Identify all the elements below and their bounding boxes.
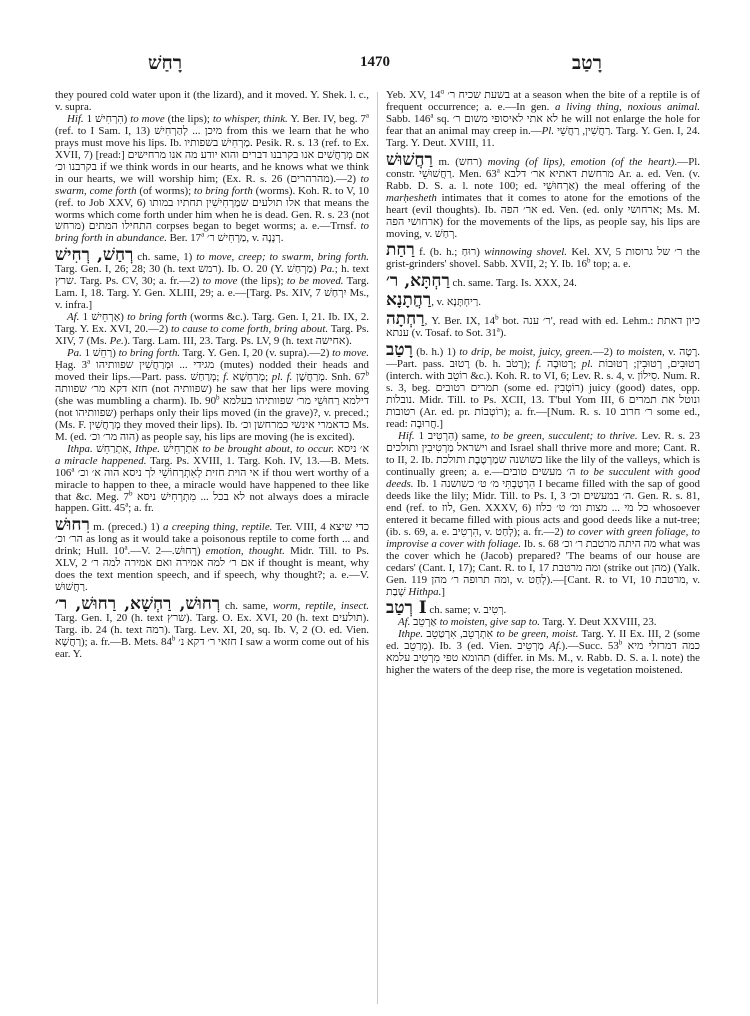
entry-text: top; a. e. xyxy=(590,258,631,271)
entry-text: ch. same. Targ. Is. XXX, 24. xyxy=(449,277,577,290)
page-header xyxy=(0,52,750,78)
italic-text: to moisten, give sap to. xyxy=(439,616,541,629)
entry-text: (of worms); xyxy=(139,184,194,197)
dictionary-entry xyxy=(386,272,700,290)
headword: רַחַת xyxy=(386,240,415,261)
italic-text: Hif. xyxy=(398,430,419,443)
italic-text: Pl. xyxy=(541,124,558,137)
entry-text: לא בכל ... מִתְרְחִישׁ ניסא not always does a miracle happen. Gitt. 45 xyxy=(55,490,369,515)
entry-text: ch. same, xyxy=(220,600,273,613)
entry-text: מרחשת דאתיא אר׳ דלבא Ar. a. ed. Ven. (v. Rabb. D. S. a. l. note 100; ed. אַרְחוּשֵׁי) the meal offering of the xyxy=(386,167,700,192)
entry-subsection xyxy=(386,431,700,598)
italic-text: to move, creep; to swarm, bring forth. xyxy=(196,251,369,264)
superscript: b xyxy=(128,488,133,497)
superscript: b xyxy=(216,393,220,402)
italic-text: Ithpe. xyxy=(134,442,164,455)
entry-text: מְרַחֲשָׁן. Snh. 67 xyxy=(296,370,366,383)
entry-text: ; a. fr. xyxy=(128,502,154,515)
superscript: b xyxy=(495,313,499,322)
dictionary-entry xyxy=(55,595,369,661)
entry-text: , v. רַיחְתָּנָא. xyxy=(431,296,481,309)
entry-text: Ib. 1 הִרְטַבְתִּי מ׳ ט׳ כשושנה I became filled with the sap of good deeds like the lily; Midr. Till. to Ps. I, 3 ה׳ במעשים וכ׳. Gen. R. s. 81, end (ref. to לוז, Gen. XXXV, 6) כל מי ... מצות ומ׳ ט׳ כלוז whosoever entered it became filled with pious acts and good deeds like a nut-tree; (ib. s. 69, a. e. הִרְטִיב, v. לְחַט); a. fr.—2) xyxy=(386,477,700,538)
dictionary-entry xyxy=(386,291,700,309)
entry-text: Targ. Y. Gen. I, 20 (v. supra).—2) xyxy=(180,347,333,360)
entry-text: מגידי ... וּמְרַחֲשִׁין שפוותיהו (mutes) nodded their heads and moved their lips.—Part. pass. מְרַחַשׁ; xyxy=(55,359,369,383)
dictionary-entry xyxy=(386,310,700,340)
headword: רְטַב I xyxy=(386,598,427,619)
italic-text: worm, reptile, insect. xyxy=(272,600,369,613)
entry-text: אי הוית חזית לְאִתְרְחוֹשֵׁי לך ניסא הוה א׳ וכ׳ if thou wert worthy of a miracle to happen to thee, a miracle would have happened to thee like that &c. Meg. 7 xyxy=(55,466,369,503)
entry-text: Targ. Lam. I, 18. Targ. Y. Gen. XLIII, 29; a. e.—[Targ. Ps. XIV, 7 יִרְחַשׁ Ms., v. infra.] xyxy=(55,275,369,312)
headword: רְחַשׁ, רְחִישׁ xyxy=(55,245,134,266)
entry-text: כמה דמרזלי מיא תהומא טפי מִרְטִיב עלמא (differ. in Ms. M., v. Rabb. D. S. a. l. note) the higher the waters of the deep rise, the more is vegetation moistened. xyxy=(386,640,700,677)
italic-text: f. xyxy=(535,358,547,371)
entry-text: Targ. Y. Deut XXVIII, 23. xyxy=(540,616,657,629)
entry-subsection xyxy=(55,444,369,516)
italic-text: Pe. xyxy=(109,335,124,348)
superscript: b xyxy=(365,369,369,378)
entry-text: f. (b. h.; רוּחַ) xyxy=(414,246,485,259)
entry-text: , Y. Ber. IX, 14 xyxy=(424,315,496,328)
entry-text: intimates that it comes to atone for the emotions of the heart (evil thoughts). Ib. אר׳ הפה ed. Ven. (ed. only ארחושי; Ms. M. ארחושי הפה) for the movements of the lips, as people say, his lips are moving, v. רְחַשׁ. xyxy=(386,191,700,240)
italic-text: Af. xyxy=(398,616,414,629)
italic-text: Pa. xyxy=(67,347,85,360)
header-left-word: רָחַשׁ xyxy=(148,52,183,74)
entry-text: ch. same, 1) xyxy=(133,251,197,264)
entry-text: Targ. Gen. I, 20 (h. text שרץ). Targ. O. Ex. XVI, 20 (h. text תולעים). Targ. ib. 24 (h. text רמה). Targ. Lev. XI, 20, sq. Ib. V, 2 (O. ed. Vien. רַחֲשָׁא); a. fr.—B. Mets. 84 xyxy=(55,612,369,649)
italic-text: pl. f. xyxy=(271,370,297,383)
italic-text: to bring forth in abundance. xyxy=(55,220,369,245)
italic-text: Af. xyxy=(549,640,562,653)
italic-text: to move xyxy=(202,275,241,288)
entry-text: bot. ר׳ ענה', read with ed. Lehm.: כיון דאתת ענתא (v. Tosaf. to Sot. 31 xyxy=(386,315,700,340)
entry-text: ch. same; v. רְטִיב. xyxy=(426,604,507,617)
italic-text: to swarm, come forth xyxy=(55,172,369,197)
entry-text: חזאי ר׳ דקא נ׳ I saw a worm come out of his ear. Y. xyxy=(55,636,369,661)
entry-text: Y. Ber. IV, beg. 7 xyxy=(287,112,366,125)
superscript: a xyxy=(430,111,434,120)
italic-text: a living thing, noxious animal. xyxy=(555,100,700,113)
headword: רִחוּשׁ xyxy=(55,515,90,536)
superscript: a xyxy=(124,543,128,552)
entry-text: אִתְרְחֵישׁ xyxy=(163,442,203,455)
entry-subsection xyxy=(386,629,700,677)
italic-text: marḥesheth xyxy=(386,191,437,204)
header-right-word: רָטַב xyxy=(572,52,602,74)
entry-text: ; h. text שרץ. Targ. Ps. CV, 30; a. fr.—2) xyxy=(55,263,369,288)
entry-text: Ib. s. 68 מה היתה מרטבת ר׳ וכ׳ what was the cover which he (Jacob) prepared? 'The beams of our house are cedars' (Cant. I, 17); Cant. R. to I, 17 ומה מרטבת (strike out מהן) (Yalk. Gen. 119 ומה תרופה ר׳ מהן, v. לְחַט).—[Cant. R. to VI, 10 מרטבת, v. שְׁבַת xyxy=(386,537,700,598)
entry-text: Ber. 17 xyxy=(166,232,202,245)
dictionary-entry xyxy=(386,599,700,617)
entry-text: (b. h.) 1) xyxy=(412,346,460,359)
entry-text: Targ. Y. II Ex. III, 2 (some ed. מְרַטֵב). Ib. 3 (ed. Vien. מַרְטֵיב xyxy=(386,628,700,653)
entry-subsection xyxy=(55,348,369,444)
superscript: a xyxy=(201,230,205,239)
superscript: a xyxy=(496,325,500,334)
continued-text xyxy=(386,90,700,150)
italic-text: to whisper, think. xyxy=(212,112,288,125)
entry-text: Ḥag. 3 xyxy=(55,359,88,372)
entry-text: (the lips); xyxy=(167,112,213,125)
italic-text: to drip, be moist, juicy, green. xyxy=(459,346,593,359)
superscript: d xyxy=(440,90,444,96)
entry-text: ). Targ. Lam. III, 23. Targ. Ps. LV, 9 (h. text אחישה). xyxy=(123,335,352,348)
italic-text: Pa. xyxy=(319,263,335,276)
entry-text: ] xyxy=(441,585,445,598)
entry-text: רְטוּבִים, רְטוּבִין; רְטוּבוֹת (interch. with רוֹטֵב &c.). Koh. R. to VI, 6; Lev. R. s. 4, v. סִילוֹן. Num. R. s. 3, beg. תמרים רטובים (some ed. רוֹטְבִין) juicy (good) dates, opp. נובלות. Midr. Till. to Ps. XCII, 13. T'bul Yom III, 6 ונוטל את תמרים רטובות (Ar. ed. pr. רוֹטְבוֹת); a. fr.—[Num. R. s. 10 ר׳ חרוב some ed., read: חֲרוּבָה.] xyxy=(386,358,700,431)
entry-text: (the lips); xyxy=(240,275,287,288)
entry-text: Yeb. XV, 14 xyxy=(386,90,441,101)
entry-subsection xyxy=(55,111,369,245)
entry-text: Sabb. 146 xyxy=(386,112,431,125)
entry-text: v. רָטָה.—Part. pass. רָטוּב (b. h. רָטֹב); xyxy=(386,346,700,371)
entry-text: א׳ ניסא xyxy=(334,442,369,455)
entry-text: (ref. to I Sam. I, 13) מיכן ... לְהַרְחִישׁ from this we learn that he who prays must move his lips. Ib. מַרְחִישׁ בשפותיו. Pesik. R. s. 13 (ref. to Ex. XVII, 7) [read:] אם מְרַחֲשִׁים אנו בקרבנו דברים והוא יודע מה אנו מרחישים בקרבנו וכ׳ if we think words in our hearts, and he knows what we think in our hearts, we will worship him; (Ex. R. s. 26 (מהרהרים).—2) xyxy=(55,124,369,185)
italic-text: a miracle happened. xyxy=(55,454,147,467)
italic-text: moving (of lips), emotion (of the heart). xyxy=(487,155,678,168)
entry-text: רַחֲשִׁין, רַחֲשֵׁי. Targ. Y. Gen. I, 24. Targ. Y. Deut. XVIII, 11. xyxy=(386,124,700,149)
italic-text: Hif. xyxy=(67,112,87,125)
entry-text: הִרְטִיב 1) same, xyxy=(418,430,491,443)
superscript: a xyxy=(71,464,75,473)
italic-text: to bring forth xyxy=(127,311,191,324)
italic-text: Ithpe. xyxy=(398,628,427,641)
entry-subsection xyxy=(55,312,369,348)
superscript: b xyxy=(587,256,591,265)
entry-text: m. (preced.) 1) xyxy=(89,521,163,534)
entry-text: sq. לא אתי לאיסופי משום ר׳ he will not enlarge the hole for fear that an animal may creep in.— xyxy=(386,112,700,137)
entry-text: Ter. VIII, 4 כדי שיצא הר׳ וכ׳ as long as it would take a poisonous reptile to come forth ... and drink; Hull. 10 xyxy=(55,521,369,558)
entry-text: —2) xyxy=(592,346,617,359)
entry-text: Targ. Gen. I, 26; 28; 30 (h. text רמש). Ib. O. 20 (Y. מַרְחַשׁ) xyxy=(55,263,320,276)
entry-text: ). xyxy=(499,327,507,340)
superscript: a xyxy=(496,166,500,175)
italic-text: to cause to come forth, bring about. xyxy=(171,323,329,336)
entry-text: מַרְחִישׁ ר׳, v. רְנָנָה. xyxy=(204,232,284,245)
dictionary-entry xyxy=(55,246,369,312)
entry-text: אִתְרְטֵב, אִרְטַטֵב xyxy=(426,628,497,641)
continued-text xyxy=(55,90,369,114)
entry-text: Lev. R. s. 23 וישראל מַרְטִיבִין ותולכים and Israel shall thrive more and more; Cant. R. to II, 2. Ib. כשושנה שמַרְטֶבֶת ותולכת like the lily of the valleys, which is continually green; a. e.—ה׳ מעשים טובים xyxy=(386,430,700,478)
italic-text: to be succulent with good deeds. xyxy=(386,465,700,490)
superscript: a xyxy=(87,357,91,366)
superscript: a xyxy=(125,500,129,509)
entry-text: —Pl. constr. רַחֲשׁוּשֵׁי. Men. 63 xyxy=(386,155,700,180)
italic-text: to be green, moist. xyxy=(496,628,579,641)
entry-text: .—V. רְחוּשׁ.—2) xyxy=(127,545,206,558)
headword: רָטַב xyxy=(386,340,413,361)
dictionary-entry xyxy=(386,151,700,241)
italic-text: pl. xyxy=(581,358,599,371)
italic-text: to be green, succulent; to thrive. xyxy=(490,430,638,443)
italic-text: to cover with green foliage, to improvise a cover with foliage. xyxy=(386,525,700,550)
entry-text: הִרְחִישׁ 1) xyxy=(86,112,131,125)
entry-text: דילמא רַחוּשֵׁי מר׳ שפוותיהו בעלמא (not שפוותיהו) perhaps only their lips moved (in the grave)?, v. preced.; (Ms. F. מְרַחֲשִׁין they moved their lips). Ib. כדאמרי אינשי כמרחשן וכ׳ Ms. M. (ed. הוה מר׳ וכ׳) as people say, his lips are moving (he is excited). xyxy=(55,394,369,443)
entry-text: רַחֵשׁ 1) xyxy=(84,347,119,360)
italic-text: to moisten, xyxy=(616,346,665,359)
entry-text: מְרַחְשָׁא; xyxy=(232,370,272,383)
dictionary-entry xyxy=(55,516,369,594)
headword: רְחוּשׁ, רַחְשָׁא, רַחוּשׁ, ר׳ xyxy=(55,594,221,615)
entry-text: רְטוּבָה; xyxy=(546,358,582,371)
entry-text: ).—Succ. 53 xyxy=(561,640,619,653)
italic-text: winnowing shovel. xyxy=(484,246,568,259)
dictionary-entry xyxy=(386,341,700,431)
headword: רַחְתָה xyxy=(386,309,425,330)
superscript: b xyxy=(171,634,176,643)
entry-text: (worms). Koh. R. to V, 10 (ref. to Job XXV, 6) אלו תולעים שמַרְחִישִׁין תחתיו במותו that means the worms which come forth under him when he is dead. Gen. R. s. 23 (not מרחש) התחילו המתים corpses began to beget worms; a. e.—Trnsf. xyxy=(55,184,369,233)
entry-text: Targ. Ps. XIV, 7 (Ms. xyxy=(55,323,369,348)
left-column xyxy=(55,90,369,1008)
headword: רַחֲתָנָא xyxy=(386,290,432,311)
italic-text: to move xyxy=(130,112,168,125)
italic-text: f. xyxy=(223,370,233,383)
italic-text: Ithpa. xyxy=(67,442,97,455)
italic-text: to be moved. xyxy=(286,275,344,288)
entry-text: Midr. Till. to Ps. XLV, 2 אם ר׳ למה אמירה ואם אמירה למה ר׳ if thought is meant, why does the text mention speech, and if speech, why thought?; a. e.—V. רַחֲשׁוּשׁ. xyxy=(55,545,369,594)
entry-text: אִתְרַחֵשׁ, xyxy=(96,442,135,455)
entry-text: בשעת שכיח ר׳ at a season when the bite of a reptile is of frequent occurrence; a. e.—In gen. xyxy=(386,90,700,113)
dictionary-entry xyxy=(386,241,700,271)
headword: רַחְתָּא, ר׳ xyxy=(386,271,450,292)
italic-text: to bring forth xyxy=(193,184,256,197)
entry-text: חזא דקא מר׳ שפוותה (not שפוותיה) he saw that her lips were moving (she was mumbling a charm). Ib. 90 xyxy=(55,382,369,407)
entry-text: Targ. Ps. XVIII, 1. Targ. Koh. IV, 13.—B. Mets. 106 xyxy=(55,454,369,479)
column-divider xyxy=(377,92,378,1004)
entry-text: m. (רחש) xyxy=(432,155,488,168)
page-number: 1470 xyxy=(360,54,390,70)
italic-text: Af. xyxy=(67,311,83,324)
superscript: b xyxy=(618,638,623,647)
right-column xyxy=(386,90,700,1008)
italic-text: to be brought about, to occur. xyxy=(202,442,335,455)
superscript: a xyxy=(365,111,369,120)
entry-text: אַרְטֵב xyxy=(413,616,440,629)
entry-text: Kel. XV, 5 ר׳ של גרוסות the grist-grinders' shovel. Sabb. XVII, 2; Y. Ib. 16 xyxy=(386,246,700,271)
italic-text: to bring forth. xyxy=(118,347,181,360)
headword: רַחֲשׁוּשׁ xyxy=(386,149,433,170)
italic-text: to move. xyxy=(332,347,369,360)
entry-text: (worms &c.). Targ. Gen. I, 21. Ib. IX, 2. Targ. Y. Ex. XVI, 20.—2) xyxy=(55,311,369,336)
italic-text: Hithpa. xyxy=(408,585,442,598)
entry-text: אַרְחֵישׁ 1) xyxy=(82,311,128,324)
italic-text: emotion, thought. xyxy=(205,545,285,558)
italic-text: a creeping thing, reptile. xyxy=(162,521,273,534)
entry-text: they poured cold water upon it (the lizard), and it moved. Y. Shek. l. c., v. supra. xyxy=(55,90,369,113)
